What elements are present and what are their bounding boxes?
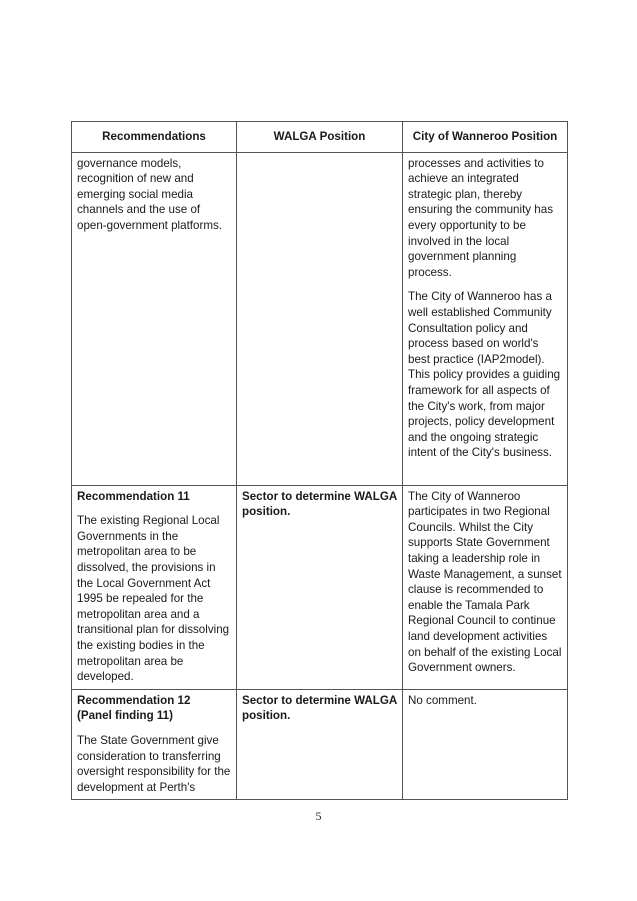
- city-position-text: No comment.: [408, 693, 477, 707]
- recommendation-text: governance models, recognition of new and emerging social media channels and the use of open-government platforms.: [77, 156, 222, 232]
- table-row: [72, 485, 568, 689]
- recommendation-heading-title: Recommendation 12: [77, 693, 191, 707]
- page-number: 5: [315, 809, 322, 823]
- city-position-cell: [403, 689, 568, 800]
- table-row: [72, 689, 568, 800]
- table-header-row: [72, 122, 568, 153]
- recommendation-heading: Recommendation 11: [77, 489, 190, 503]
- recommendation-cell: [72, 485, 237, 689]
- walga-position-text: Sector to determine WALGA position.: [242, 693, 397, 723]
- city-position-text: The City of Wanneroo participates in two Regional Councils. Whilst the City supports State Government taking a leadership role in Waste Management, a sunset clause is recommended to enable the Tamala Park Regional Council to continue land development activities on behalf of the existing Local Government owners.: [408, 489, 562, 675]
- recommendation-text: The State Government give consideration to transferring oversight responsibility for the development at Perth's: [77, 733, 231, 794]
- table-row: [72, 152, 568, 485]
- header-city-position: City of Wanneroo Position: [403, 122, 568, 153]
- recommendation-subheading: (Panel finding 11): [77, 709, 173, 723]
- recommendation-heading: [77, 693, 231, 724]
- recommendation-cell: [72, 152, 237, 485]
- walga-position-cell: [237, 485, 403, 689]
- walga-position-text: Sector to determine WALGA position.: [242, 489, 397, 519]
- recommendation-text: The existing Regional Local Governments in the metropolitan area to be dissolved, the provisions in the Local Government Act 1995 be repealed for the metropolitan area and a transitional plan for dissolving the existing bodies in the metropolitan area be developed.: [77, 514, 230, 684]
- recommendation-cell: [72, 689, 237, 800]
- city-position-text: The City of Wanneroo has a well established Community Consultation policy and process based on world's best practice (IAP2model). This policy provides a guiding framework for all aspects of the City's work, from major projects, policy development and the ongoing strategic intent of the City's business.: [408, 290, 561, 460]
- city-position-cell: [403, 152, 568, 485]
- header-recommendations: Recommendations: [72, 122, 237, 153]
- walga-position-cell: [237, 152, 403, 485]
- city-position-cell: [403, 485, 568, 689]
- header-walga-position: WALGA Position: [237, 122, 403, 153]
- city-position-text: processes and activities to achieve an integrated strategic plan, thereby ensuring the community has every opportunity to be involved in the local government planning process.: [408, 156, 553, 279]
- walga-position-cell: [237, 689, 403, 800]
- recommendations-table: [71, 121, 568, 800]
